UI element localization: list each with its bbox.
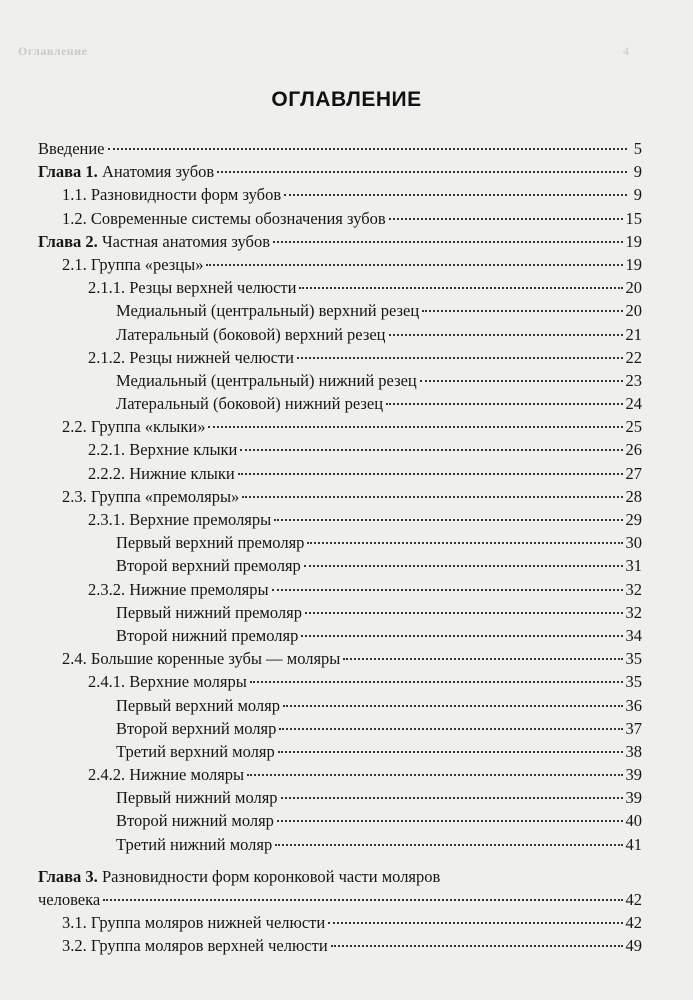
toc-page-number: 21 — [625, 324, 642, 344]
toc-leader-dots — [283, 705, 622, 707]
toc-page-number: 19 — [625, 254, 642, 274]
toc-entry[interactable] — [38, 833, 642, 856]
toc-entry-text: 1.2. Современные системы обозначения зубов — [62, 208, 386, 228]
toc-entry[interactable] — [38, 740, 642, 763]
toc-entry-text: 2.3.1. Верхние премоляры — [88, 510, 272, 529]
toc-entry-text: Третий верхний моляр — [116, 741, 275, 761]
toc-entry-text: 2.2.1. Верхние клыки — [88, 440, 238, 460]
toc-entry-text-continued: человека — [38, 890, 101, 909]
toc-page-number: 49 — [625, 936, 642, 956]
toc-entry-text: 2.2.2. Нижние клыки — [88, 463, 235, 483]
toc-page-number: 34 — [625, 625, 642, 645]
toc-entry-text: Первый нижний моляр — [116, 788, 278, 808]
toc-page-number: 9 — [633, 185, 642, 205]
toc-page-number: 20 — [625, 278, 642, 298]
toc-page-number: 28 — [625, 486, 642, 506]
toc-leader-dots — [328, 922, 622, 924]
toc-entry[interactable] — [38, 183, 642, 206]
toc-leader-dots — [247, 774, 622, 776]
toc-entry[interactable] — [38, 786, 642, 809]
toc-entry-text: 2.1.1. Резцы верхней челюсти — [88, 278, 297, 298]
toc-entry-text: Латеральный (боковой) нижний резец — [116, 394, 384, 414]
toc-leader-dots — [238, 473, 623, 475]
toc-entry-text: Медиальный (центральный) нижний резец — [116, 370, 417, 390]
toc-entry-text: 2.4. Большие коренные зубы — моляры — [62, 649, 341, 669]
toc-entry-text: 3.1. Группа моляров нижней челюсти — [62, 913, 326, 933]
toc-leader-dots — [386, 403, 622, 405]
toc-entry-text: Второй нижний премоляр — [116, 625, 299, 645]
toc-entry[interactable] — [38, 624, 642, 647]
toc-leader-dots — [274, 519, 622, 521]
toc-entry-text: 2.3. Группа «премоляры» — [62, 486, 240, 506]
toc-leader-dots — [304, 565, 623, 567]
toc-entry-text: Введение — [38, 139, 105, 158]
toc-page-number: 5 — [633, 139, 642, 158]
toc-page-number: 40 — [625, 811, 642, 831]
toc-entry[interactable] — [38, 531, 642, 554]
toc-entry[interactable] — [38, 207, 642, 230]
toc-leader-dots — [389, 218, 623, 220]
toc-leader-dots — [206, 264, 622, 266]
toc-entry-text: Второй верхний моляр — [116, 718, 277, 738]
toc-entry[interactable] — [38, 253, 642, 276]
toc-page-number: 32 — [625, 579, 642, 599]
toc-leader-dots — [275, 844, 622, 846]
toc-entry-chapter-1[interactable] — [38, 160, 642, 183]
toc-entry-text: Латеральный (боковой) верхний резец — [116, 324, 386, 344]
toc-entry-text: Второй нижний моляр — [116, 811, 274, 831]
toc-leader-dots — [301, 635, 622, 637]
toc-page-number: 35 — [625, 649, 642, 669]
toc-entry-text: 2.4.2. Нижние моляры — [88, 765, 245, 785]
toc-entry[interactable] — [38, 462, 642, 485]
toc-entry[interactable] — [38, 809, 642, 832]
toc-entry[interactable] — [38, 601, 642, 624]
toc-entry[interactable] — [38, 485, 642, 508]
toc-entry[interactable] — [38, 717, 642, 740]
toc-leader-dots — [273, 241, 623, 243]
toc-leader-dots — [281, 797, 623, 799]
toc-entry[interactable] — [38, 694, 642, 717]
toc-leader-dots — [279, 728, 622, 730]
toc-entry[interactable] — [38, 299, 642, 322]
toc-page-number: 42 — [625, 913, 642, 933]
toc-entry-text: Второй верхний премоляр — [116, 556, 301, 576]
toc-entry-text: 3.2. Группа моляров верхней челюсти — [62, 936, 328, 956]
toc-entry-chapter-3[interactable] — [38, 865, 642, 911]
toc-entry[interactable] — [38, 508, 642, 531]
toc-leader-dots — [297, 357, 622, 359]
toc-page-number: 30 — [625, 533, 642, 553]
toc-page-number: 32 — [625, 602, 642, 622]
toc-entry-text: 2.1. Группа «резцы» — [62, 254, 204, 274]
toc-leader-dots — [250, 681, 623, 683]
toc-page-number: 39 — [625, 788, 642, 808]
toc-leader-dots — [420, 380, 623, 382]
toc-entry[interactable] — [38, 323, 642, 346]
toc-leader-dots — [284, 194, 627, 196]
toc-entry-chapter-2[interactable] — [38, 230, 642, 253]
toc-entry-text: 2.2. Группа «клыки» — [62, 417, 206, 437]
toc-leader-dots — [331, 945, 623, 947]
toc-entry-text: Разновидности форм коронковой части моляров — [101, 866, 441, 886]
toc-page-number: 29 — [625, 510, 642, 529]
toc-entry[interactable] — [38, 670, 642, 693]
toc-page-number: 22 — [625, 347, 642, 367]
page-title: ОГЛАВЛЕНИЕ — [271, 88, 422, 111]
toc-entry[interactable] — [38, 554, 642, 577]
toc-leader-dots — [277, 820, 623, 822]
toc-chapter-prefix: Глава 3. — [38, 866, 98, 886]
toc-leader-dots — [389, 334, 623, 336]
toc-entry-intro[interactable] — [38, 137, 642, 160]
toc-entry-text: Медиальный (центральный) верхний резец — [116, 301, 420, 321]
toc-page-number: 41 — [625, 834, 642, 854]
toc-chapter-prefix: Глава 2. — [38, 231, 98, 251]
toc-page-number: 25 — [625, 417, 642, 437]
toc-leader-dots — [103, 899, 622, 901]
table-of-contents — [38, 137, 642, 958]
toc-entry[interactable] — [38, 763, 642, 786]
toc-entry-text: Частная анатомия зубов — [101, 231, 270, 251]
toc-entry[interactable] — [38, 276, 642, 299]
toc-leader-dots — [343, 658, 622, 660]
toc-entry[interactable] — [38, 647, 642, 670]
toc-page-number: 26 — [625, 440, 642, 460]
toc-page-number: 37 — [625, 718, 642, 738]
toc-page-number: 31 — [625, 556, 642, 576]
toc-leader-dots — [278, 751, 623, 753]
toc-entry-text: Первый верхний премоляр — [116, 533, 305, 553]
toc-entry-text: 1.1. Разновидности форм зубов — [62, 185, 282, 205]
toc-page-number: 39 — [625, 765, 642, 785]
toc-entry[interactable] — [38, 438, 642, 461]
toc-leader-dots — [217, 171, 627, 173]
toc-entry[interactable] — [38, 911, 642, 934]
toc-entry-text: Третий нижний моляр — [116, 834, 273, 854]
toc-entry[interactable] — [38, 346, 642, 369]
toc-page-number: 23 — [625, 370, 642, 390]
toc-entry[interactable] — [38, 578, 642, 601]
toc-page-number: 19 — [625, 231, 642, 251]
toc-leader-dots — [307, 542, 622, 544]
toc-entry-text: Первый нижний премоляр — [116, 602, 302, 622]
toc-entry[interactable] — [38, 392, 642, 415]
toc-entry-text: Первый верхний моляр — [116, 695, 281, 715]
toc-entry-text: 2.1.2. Резцы нижней челюсти — [88, 347, 295, 367]
toc-page-number: 27 — [625, 463, 642, 483]
toc-leader-dots — [272, 589, 623, 591]
toc-leader-dots — [305, 612, 623, 614]
toc-leader-dots — [299, 287, 622, 289]
toc-page-number: 15 — [625, 208, 642, 228]
toc-entry-text: 2.3.2. Нижние премоляры — [88, 579, 269, 599]
toc-entry-text: 2.4.1. Верхние моляры — [88, 672, 247, 692]
toc-leader-dots — [208, 426, 622, 428]
toc-page-number: 38 — [625, 741, 642, 761]
toc-leader-dots — [240, 449, 622, 451]
toc-entry[interactable] — [38, 369, 642, 392]
toc-leader-dots — [242, 496, 622, 498]
toc-chapter-prefix: Глава 1. — [38, 162, 98, 182]
toc-page-number: 42 — [625, 890, 642, 909]
toc-page-number: 20 — [625, 301, 642, 321]
toc-entry-text: Анатомия зубов — [101, 162, 215, 182]
toc-page-number: 36 — [625, 695, 642, 715]
toc-page-number: 24 — [625, 394, 642, 414]
toc-entry[interactable] — [38, 415, 642, 438]
bleed-through-page-number: 4 — [623, 44, 629, 58]
toc-page-number: 35 — [625, 672, 642, 692]
bleed-through-running-head: Оглавление — [18, 44, 88, 58]
toc-leader-dots — [108, 148, 627, 150]
toc-entry[interactable] — [38, 934, 642, 957]
toc-leader-dots — [422, 310, 622, 312]
toc-page-number: 9 — [633, 162, 642, 182]
